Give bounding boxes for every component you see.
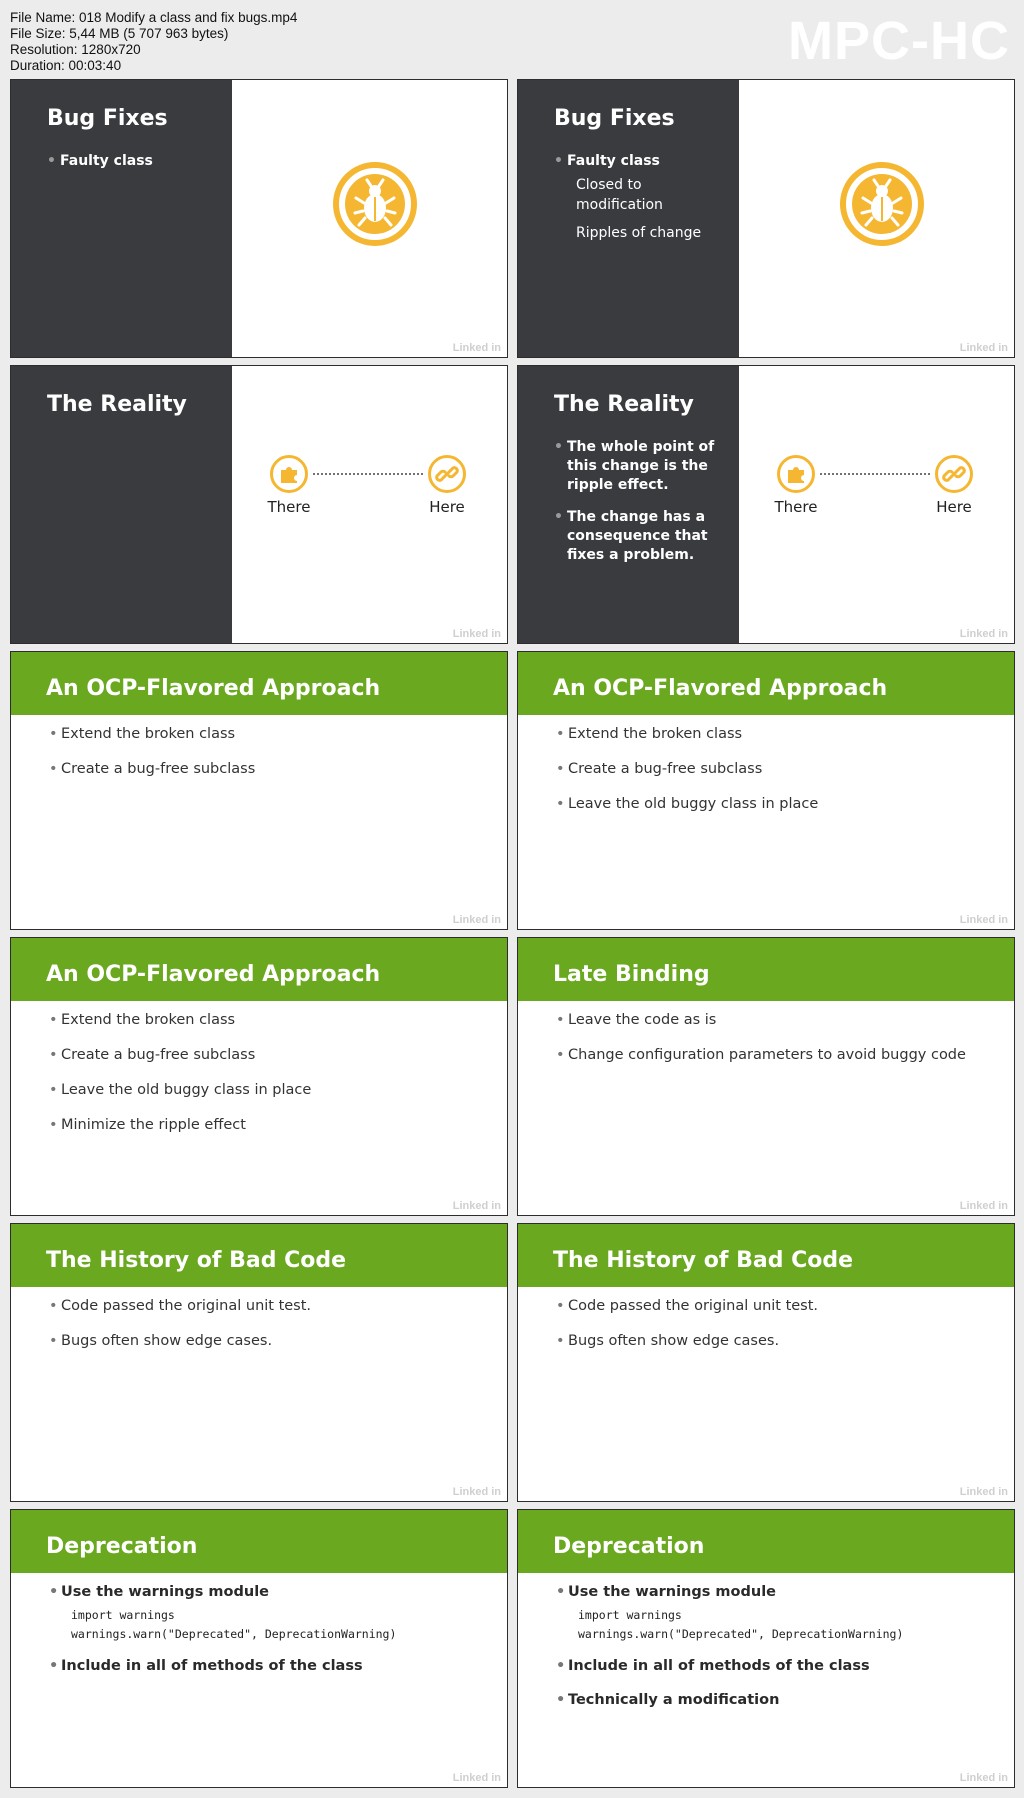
bullet: • Include in all of methods of the class xyxy=(49,1656,499,1676)
bullet: • Faulty class xyxy=(554,152,729,171)
bullet-list xyxy=(49,1582,499,1690)
linkedin-watermark: Linked in xyxy=(959,914,1008,926)
slide-title: Deprecation xyxy=(46,1534,198,1559)
bullet: • The change has a consequence that fixes a problem. xyxy=(554,508,719,565)
bullet: • Leave the old buggy class in place xyxy=(49,1080,499,1100)
slide-title: The History of Bad Code xyxy=(46,1248,347,1273)
bullet-list xyxy=(556,1582,1006,1724)
dark-panel xyxy=(518,80,739,357)
puzzle-icon xyxy=(269,454,309,494)
link-icon xyxy=(427,454,467,494)
ripple-diagram xyxy=(232,366,508,643)
green-header xyxy=(518,938,1014,1001)
slide-thumbnail-6[interactable] xyxy=(517,651,1015,930)
bullet: • The whole point of this change is the ripple effect. xyxy=(554,438,719,495)
sub-point: Closed to modification xyxy=(576,177,663,213)
bullet-list xyxy=(49,724,499,794)
slide-title: Bug Fixes xyxy=(554,106,675,131)
bullet-list xyxy=(556,1010,1006,1080)
node-label-there: There xyxy=(774,498,818,516)
node-label-there: There xyxy=(267,498,311,516)
node-label-here: Here xyxy=(429,498,465,516)
green-header xyxy=(518,1510,1014,1573)
bullet: • Code passed the original unit test. xyxy=(49,1296,499,1316)
bullet-list xyxy=(556,1296,1006,1366)
linkedin-watermark: Linked in xyxy=(959,342,1008,354)
slide-title: An OCP-Flavored Approach xyxy=(46,962,381,987)
bug-icon xyxy=(332,161,418,247)
slide-title: Bug Fixes xyxy=(47,106,168,131)
linkedin-watermark: Linked in xyxy=(452,1772,501,1784)
bullet: • Bugs often show edge cases. xyxy=(49,1331,499,1351)
green-header xyxy=(11,1510,507,1573)
slide-title: The History of Bad Code xyxy=(553,1248,854,1273)
code-line: import warnings xyxy=(578,1608,682,1622)
slide-title: An OCP-Flavored Approach xyxy=(553,676,888,701)
slide-title: An OCP-Flavored Approach xyxy=(46,676,381,701)
code-line: warnings.warn("Deprecated", DeprecationWarning) xyxy=(578,1627,904,1641)
green-header xyxy=(518,1224,1014,1287)
slide-title: Late Binding xyxy=(553,962,710,987)
linkedin-watermark: Linked in xyxy=(959,628,1008,640)
bug-icon xyxy=(839,161,925,247)
green-header xyxy=(11,652,507,715)
slide-thumbnail-4[interactable] xyxy=(517,365,1015,644)
file-info xyxy=(10,10,297,74)
dark-panel xyxy=(11,80,232,357)
code-block xyxy=(556,1606,1006,1644)
dotted-arrow xyxy=(820,473,930,475)
code-line: import warnings xyxy=(71,1608,175,1622)
slide-thumbnail-7[interactable] xyxy=(10,937,508,1216)
bullet-list xyxy=(556,724,1006,829)
bullet: • Use the warnings module xyxy=(49,1582,499,1602)
slide-thumbnail-12[interactable] xyxy=(517,1509,1015,1788)
bullet-list xyxy=(47,152,222,184)
slide-thumbnail-5[interactable] xyxy=(10,651,508,930)
player-logo: MPC-HC xyxy=(788,11,1010,71)
bullet: • Create a bug-free subclass xyxy=(556,759,1006,779)
bullet: • Faulty class xyxy=(47,152,222,171)
green-header xyxy=(11,1224,507,1287)
link-icon xyxy=(934,454,974,494)
puzzle-icon xyxy=(776,454,816,494)
bullet: • Bugs often show edge cases. xyxy=(556,1331,1006,1351)
bullet: • Extend the broken class xyxy=(556,724,1006,744)
node-label-here: Here xyxy=(936,498,972,516)
slide-title: Deprecation xyxy=(553,1534,705,1559)
bullet: • Use the warnings module xyxy=(556,1582,1006,1602)
file-name: File Name: 018 Modify a class and fix bugs.mp4 xyxy=(10,10,298,25)
bullet: • Leave the old buggy class in place xyxy=(556,794,1006,814)
linkedin-watermark: Linked in xyxy=(452,628,501,640)
code-line: warnings.warn("Deprecated", DeprecationWarning) xyxy=(71,1627,397,1641)
slide-title: The Reality xyxy=(554,392,694,417)
slide-thumbnail-8[interactable] xyxy=(517,937,1015,1216)
bullet-list xyxy=(554,152,729,251)
green-header xyxy=(11,938,507,1001)
file-duration: Duration: 00:03:40 xyxy=(10,58,122,73)
bullet: • Change configuration parameters to avoid buggy code xyxy=(556,1045,1006,1065)
linkedin-watermark: Linked in xyxy=(452,1200,501,1212)
sub-point: Ripples of change xyxy=(576,225,702,241)
bullet: • Extend the broken class xyxy=(49,1010,499,1030)
linkedin-watermark: Linked in xyxy=(452,342,501,354)
file-size: File Size: 5,44 MB (5 707 963 bytes) xyxy=(10,26,229,41)
bullet: • Technically a modification xyxy=(556,1690,1006,1710)
file-resolution: Resolution: 1280x720 xyxy=(10,42,141,57)
dark-panel xyxy=(518,366,739,643)
slide-thumbnail-3[interactable] xyxy=(10,365,508,644)
slide-thumbnail-11[interactable] xyxy=(10,1509,508,1788)
linkedin-watermark: Linked in xyxy=(452,1486,501,1498)
linkedin-watermark: Linked in xyxy=(959,1200,1008,1212)
slide-thumbnail-2[interactable] xyxy=(517,79,1015,358)
linkedin-watermark: Linked in xyxy=(959,1486,1008,1498)
dark-panel xyxy=(11,366,232,643)
bullet-list xyxy=(49,1296,499,1366)
dotted-arrow xyxy=(313,473,423,475)
bullet: • Include in all of methods of the class xyxy=(556,1656,1006,1676)
bullet: • Leave the code as is xyxy=(556,1010,1006,1030)
slide-thumbnail-1[interactable] xyxy=(10,79,508,358)
linkedin-watermark: Linked in xyxy=(452,914,501,926)
bullet: • Extend the broken class xyxy=(49,724,499,744)
bullet: • Create a bug-free subclass xyxy=(49,1045,499,1065)
ripple-diagram xyxy=(739,366,1015,643)
bullet: • Minimize the ripple effect xyxy=(49,1115,499,1135)
code-block xyxy=(49,1606,499,1644)
slide-thumbnail-9[interactable] xyxy=(10,1223,508,1502)
bullet-list xyxy=(554,438,719,578)
slide-title: The Reality xyxy=(47,392,187,417)
green-header xyxy=(518,652,1014,715)
bullet: • Create a bug-free subclass xyxy=(49,759,499,779)
bullet-list xyxy=(49,1010,499,1150)
slide-thumbnail-10[interactable] xyxy=(517,1223,1015,1502)
linkedin-watermark: Linked in xyxy=(959,1772,1008,1784)
bullet: • Code passed the original unit test. xyxy=(556,1296,1006,1316)
